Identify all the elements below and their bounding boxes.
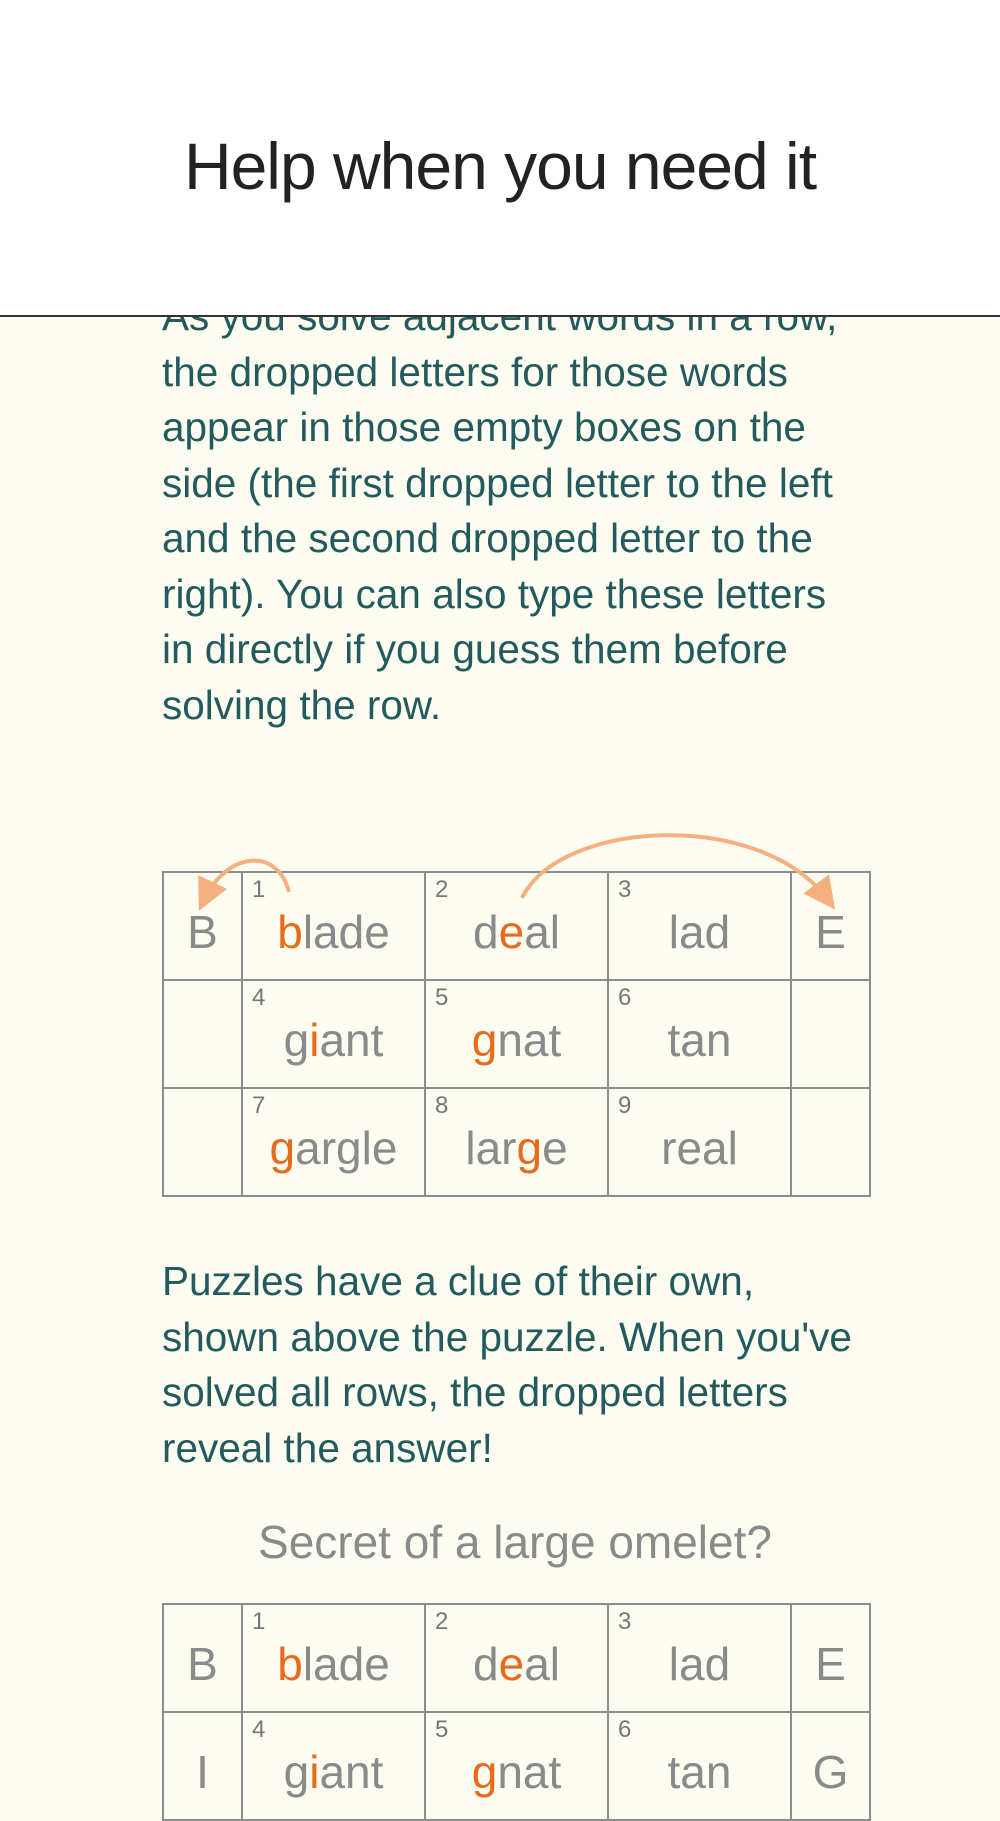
arrow-left — [204, 861, 289, 900]
cell-number: 4 — [252, 984, 266, 1011]
cell-word — [277, 1638, 390, 1690]
word-cell[interactable] — [425, 1604, 608, 1712]
dropped-letter-highlight: b — [277, 1638, 303, 1690]
dropped-letter-text: E — [815, 1638, 846, 1690]
page-title: Help when you need it — [183, 129, 817, 203]
instructions-paragraph: the dropped letters for those words appear in those empty boxes on the side (the first dropped letter to the left and the second dropped letter to the right). You can also type these letters in directly if you guess them before solving the row. — [162, 348, 833, 728]
word-part: lar — [465, 1122, 517, 1174]
cell-word — [472, 1746, 562, 1798]
dropped-letter-highlight: e — [498, 1638, 525, 1690]
cell-number: 9 — [618, 1092, 632, 1119]
cell-number: 8 — [435, 1092, 449, 1119]
cell-number: 1 — [252, 876, 266, 903]
word-cell[interactable] — [242, 1712, 425, 1820]
cell-number: 3 — [618, 876, 632, 903]
word-part: tan — [667, 1746, 732, 1798]
dropped-letter-right[interactable] — [791, 1712, 870, 1820]
word-part: argle — [295, 1122, 398, 1174]
dropped-letter-text: G — [812, 1746, 849, 1798]
dropped-letter-text: E — [815, 906, 846, 958]
word-part: g — [283, 1746, 310, 1798]
dropped-letter-left[interactable] — [163, 1604, 242, 1712]
dropped-letter-left[interactable] — [163, 1712, 242, 1820]
grid-row — [163, 1712, 870, 1820]
cell-number: 2 — [435, 1608, 449, 1635]
arrow-right — [522, 835, 828, 900]
dropped-letter-text: I — [196, 1746, 209, 1798]
word-cell[interactable] — [608, 1712, 791, 1820]
cell-number: 7 — [252, 1092, 266, 1119]
cell-word — [669, 1638, 730, 1690]
puzzle-clue: Secret of a large omelet? — [258, 1516, 772, 1568]
dropped-letter-highlight: g — [471, 1746, 498, 1798]
dropped-letter-highlight: b — [277, 906, 303, 958]
word-part: g — [283, 1014, 310, 1066]
cell-number: 5 — [435, 1716, 449, 1743]
dropped-letter-highlight: g — [471, 1014, 498, 1066]
word-part: ant — [319, 1746, 384, 1798]
word-part: lade — [302, 906, 390, 958]
cell-word — [473, 1638, 560, 1690]
answer-paragraph: Puzzles have a clue of their own, shown above the puzzle. When you've solved all rows, the dropped letters reveal the answer! — [162, 1258, 852, 1471]
solved-grid — [162, 1603, 871, 1821]
dropped-letter-text: B — [187, 1638, 218, 1690]
word-part: e — [542, 1122, 568, 1174]
cell-number: 6 — [618, 984, 632, 1011]
dropped-letter-highlight: g — [269, 1122, 296, 1174]
cell-word — [284, 1746, 384, 1798]
word-cell[interactable] — [242, 1604, 425, 1712]
word-part: d — [473, 1638, 499, 1690]
dropped-letter-highlight: i — [309, 1746, 320, 1798]
word-cell[interactable] — [608, 1604, 791, 1712]
cell-number: 4 — [252, 1716, 266, 1743]
header — [0, 0, 1000, 317]
word-part: d — [473, 906, 499, 958]
dropped-letter-highlight: i — [309, 1014, 320, 1066]
cell-number: 6 — [618, 1716, 632, 1743]
word-part: lad — [668, 906, 731, 958]
word-part: ant — [319, 1014, 384, 1066]
word-part: tan — [667, 1014, 732, 1066]
cell-number: 1 — [252, 1608, 266, 1635]
grid-row — [163, 1604, 870, 1712]
word-part: nat — [497, 1014, 562, 1066]
cell-number: 5 — [435, 984, 449, 1011]
dropped-letter-highlight: e — [498, 906, 525, 958]
word-part: al — [524, 906, 560, 958]
cell-number: 3 — [618, 1608, 632, 1635]
word-part: nat — [497, 1746, 562, 1798]
dropped-letter-text: B — [187, 906, 218, 958]
word-part: al — [524, 1638, 560, 1690]
dropped-letter-highlight: g — [516, 1122, 543, 1174]
word-part: lade — [302, 1638, 390, 1690]
word-part: lad — [668, 1638, 731, 1690]
cell-word — [668, 1746, 732, 1798]
word-cell[interactable] — [425, 1712, 608, 1820]
dropped-letter-right[interactable] — [791, 1604, 870, 1712]
cell-number: 2 — [435, 876, 449, 903]
word-part: real — [661, 1122, 738, 1174]
